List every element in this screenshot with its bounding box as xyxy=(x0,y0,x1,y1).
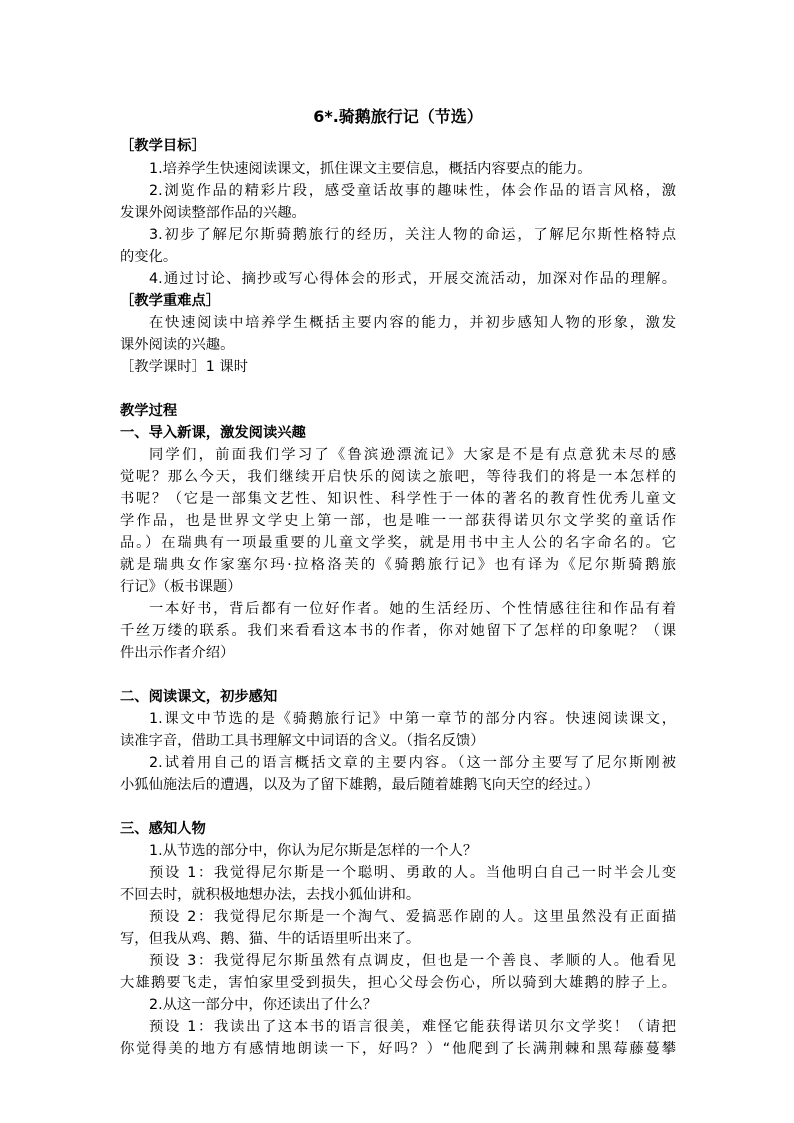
text-line: 书呢？（它是一部集文艺性、知识性、科学性于一体的著名的教育性优秀儿童文 xyxy=(120,491,676,507)
text-line: 课外阅读的兴趣。 xyxy=(120,337,235,353)
text-line: 件出示作者介绍） xyxy=(120,645,235,661)
text-line: 小狐仙施法后的遭遇，以及为了留下雄鹅，最后随着雄鹅飞向天空的经过。） xyxy=(120,777,599,793)
text-line: 读准字音，借助工具书理解文中词语的含义。（指名反馈） xyxy=(120,733,485,749)
section-heading: 二、阅读课文，初步感知 xyxy=(120,689,278,705)
text-line: 发课外阅读整部作品的兴趣。 xyxy=(120,205,306,221)
text-line: 就是瑞典女作家塞尔玛·拉格洛芙的《骑鹅旅行记》也有译为《尼尔斯骑鹅旅 xyxy=(120,557,676,573)
text-line: 大雄鹅要飞走，害怕家里受到损失，担心父母会伤心，所以骑到大雄鹅的脖子上。 xyxy=(120,975,676,991)
text-line: 1.从节选的部分中，你认为尼尔斯是怎样的一个人？ xyxy=(149,843,478,859)
text-line: 预设 1：我觉得尼尔斯是一个聪明、勇敢的人。当他明白自己一时半会儿变 xyxy=(149,865,676,881)
section-heading: 一、导入新课，激发阅读兴趣 xyxy=(120,425,306,441)
section-heading: 教学过程 xyxy=(120,403,178,419)
section-heading: 三、感知人物 xyxy=(120,821,206,837)
text-line: 品。）在瑞典有一项最重要的儿童文学奖，就是用书中主人公的名字命名的。它 xyxy=(120,535,676,551)
section-heading: ［教学重难点］ xyxy=(120,293,221,309)
text-line: 你觉得美的地方有感情地朗读一下，好吗？）“他爬到了长满荆棘和黑莓藤蔓攀 xyxy=(120,1041,676,1057)
text-line: 预设 2：我觉得尼尔斯是一个淘气、爱搞恶作剧的人。这里虽然没有正面描 xyxy=(149,909,676,925)
text-line: 同学们，前面我们学习了《鲁滨逊漂流记》大家是不是有点意犹未尽的感 xyxy=(149,447,676,463)
text-line: 学作品，也是世界文学史上第一部，也是唯一一部获得诺贝尔文学奖的童话作 xyxy=(120,513,676,529)
text-line: 觉呢？那么今天，我们继续开启快乐的阅读之旅吧，等待我们的将是一本怎样的 xyxy=(120,469,676,485)
text-line: 2.浏览作品的精彩片段，感受童话故事的趣味性，体会作品的语言风格，激 xyxy=(149,183,676,199)
text-line: 2.从这一部分中，你还读出了什么？ xyxy=(149,997,378,1013)
section-heading: ［教学课时］1 课时 xyxy=(120,359,249,375)
text-line: 行记》（板书课题） xyxy=(120,579,242,595)
text-line: 一本好书，背后都有一位好作者。她的生活经历、个性情感往往和作品有着 xyxy=(149,601,676,617)
text-line: 3.初步了解尼尔斯骑鹅旅行的经历，关注人物的命运，了解尼尔斯性格特点 xyxy=(149,227,676,243)
text-line: 不回去时，就积极地想办法，去找小狐仙讲和。 xyxy=(120,887,421,903)
text-line: 4.通过讨论、摘抄或写心得体会的形式，开展交流活动，加深对作品的理解。 xyxy=(149,271,676,287)
text-line: 千丝万缕的联系。我们来看看这本书的作者，你对她留下了怎样的印象呢？（课 xyxy=(120,623,676,639)
text-line: 预设 1：我读出了这本书的语言很美，难怪它能获得诺贝尔文学奖！（请把 xyxy=(149,1019,676,1035)
text-line: 写，但我从鸡、鹅、猫、牛的话语里听出来了。 xyxy=(120,931,421,947)
text-line: 2.试着用自己的语言概括文章的主要内容。（这一部分主要写了尼尔斯刚被 xyxy=(149,755,676,771)
document-title: 6*.骑鹅旅行记（节选） xyxy=(313,107,483,126)
text-line: 1.课文中节选的是《骑鹅旅行记》中第一章节的部分内容。快速阅读课文， xyxy=(149,711,676,727)
section-heading: ［教学目标］ xyxy=(120,138,206,154)
text-line: 的变化。 xyxy=(120,249,178,265)
text-line: 在快速阅读中培养学生概括主要内容的能力，并初步感知人物的形象，激发 xyxy=(149,315,676,331)
text-line: 1.培养学生快速阅读课文，抓住课文主要信息，概括内容要点的能力。 xyxy=(149,161,592,177)
text-line: 预设 3：我觉得尼尔斯虽然有点调皮，但也是一个善良、孝顺的人。他看见 xyxy=(149,953,676,969)
